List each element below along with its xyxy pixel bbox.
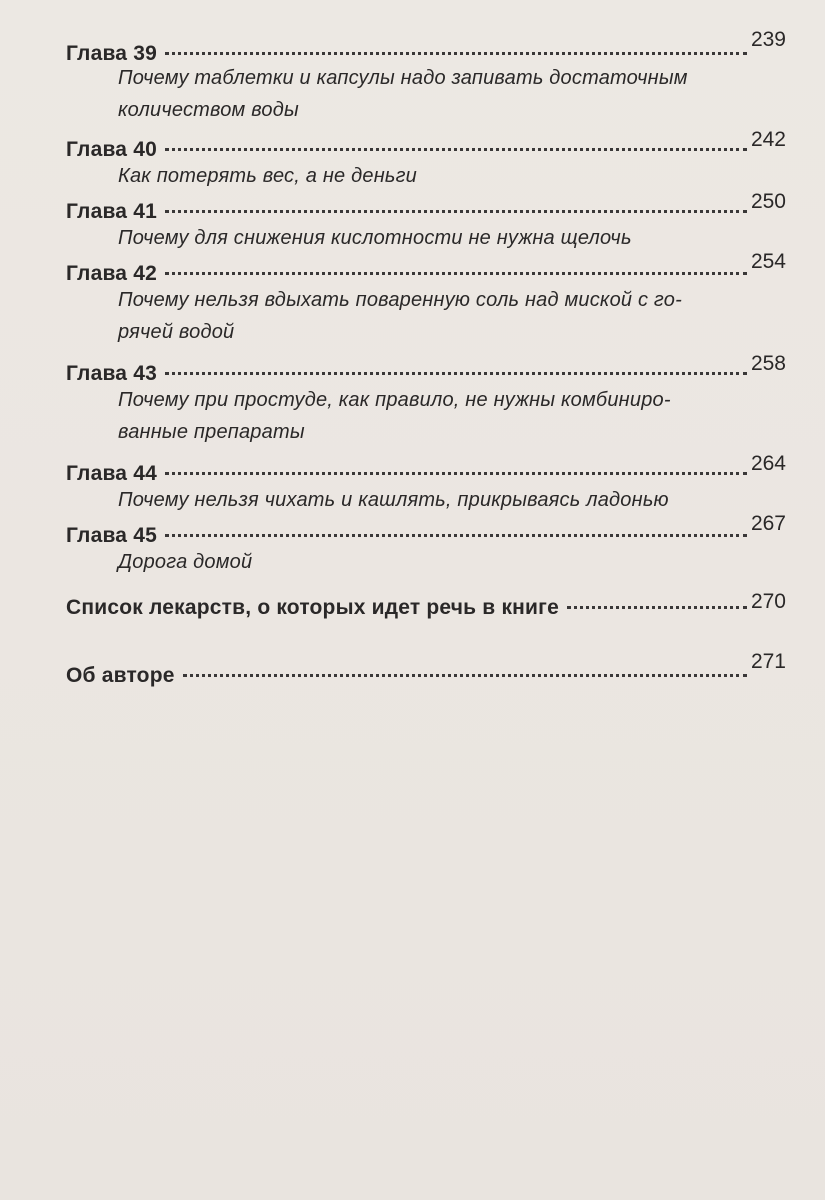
toc-row (66, 650, 786, 690)
chapter-subtitle (66, 546, 786, 578)
chapter-subtitle (66, 484, 786, 516)
subtitle-line: Почему таблетки и капсулы надо запивать достаточным (118, 67, 688, 89)
subtitle-line: Как потерять вес, а не деньги (118, 165, 418, 187)
dot-leader (165, 372, 747, 375)
dot-leader (165, 52, 747, 55)
toc-entry-drug-list[interactable] (66, 590, 786, 622)
toc-entry-about-author[interactable] (66, 650, 786, 690)
chapter-heading: Глава 43 (66, 362, 157, 385)
page-number: 258 (750, 352, 786, 375)
dot-leader (567, 606, 747, 609)
page-number: 250 (750, 190, 786, 213)
toc-entry-chapter-41[interactable] (66, 190, 786, 254)
subtitle-line: Почему нельзя чихать и кашлять, прикрываясь ладонью (118, 489, 669, 511)
page-number: 271 (750, 650, 786, 673)
toc-entry-chapter-43[interactable] (66, 352, 786, 448)
page-number: 264 (750, 452, 786, 475)
subtitle-line: Почему при простуде, как правило, не нужны комбиниро- (118, 389, 671, 411)
dot-leader (165, 272, 747, 275)
dot-leader (183, 674, 747, 677)
toc-row (66, 590, 786, 622)
page-number: 270 (750, 590, 786, 613)
chapter-heading: Глава 42 (66, 262, 157, 285)
dot-leader (165, 210, 747, 213)
subtitle-line: Почему для снижения кислотности не нужна щелочь (118, 227, 632, 249)
toc-entry-chapter-42[interactable] (66, 250, 786, 348)
page-number: 239 (750, 28, 786, 51)
section-heading: Об авторе (66, 664, 175, 687)
chapter-heading: Глава 39 (66, 42, 157, 65)
subtitle-line: Дорога домой (118, 551, 253, 573)
dot-leader (165, 472, 747, 475)
chapter-subtitle (66, 222, 786, 254)
toc-entry-chapter-40[interactable] (66, 128, 786, 192)
section-heading: Список лекарств, о которых идет речь в книге (66, 596, 559, 619)
subtitle-line: Почему нельзя вдыхать поваренную соль над миской с го- (118, 289, 682, 311)
toc-entry-chapter-45[interactable] (66, 512, 786, 578)
dot-leader (165, 148, 747, 151)
chapter-heading: Глава 45 (66, 524, 157, 547)
page-number: 267 (750, 512, 786, 535)
subtitle-line: ванные препараты (118, 421, 305, 443)
dot-leader (165, 534, 747, 537)
toc-entry-chapter-44[interactable] (66, 452, 786, 516)
chapter-subtitle (66, 160, 786, 192)
chapter-heading: Глава 40 (66, 138, 157, 161)
table-of-contents (66, 28, 786, 690)
chapter-heading: Глава 44 (66, 462, 157, 485)
subtitle-line: рячей водой (118, 321, 235, 343)
page-number: 254 (750, 250, 786, 273)
page-number: 242 (750, 128, 786, 151)
chapter-subtitle (66, 284, 786, 348)
toc-entry-chapter-39[interactable] (66, 28, 786, 126)
subtitle-line: количеством воды (118, 99, 299, 121)
chapter-subtitle (66, 62, 786, 126)
chapter-subtitle (66, 384, 786, 448)
chapter-heading: Глава 41 (66, 200, 157, 223)
